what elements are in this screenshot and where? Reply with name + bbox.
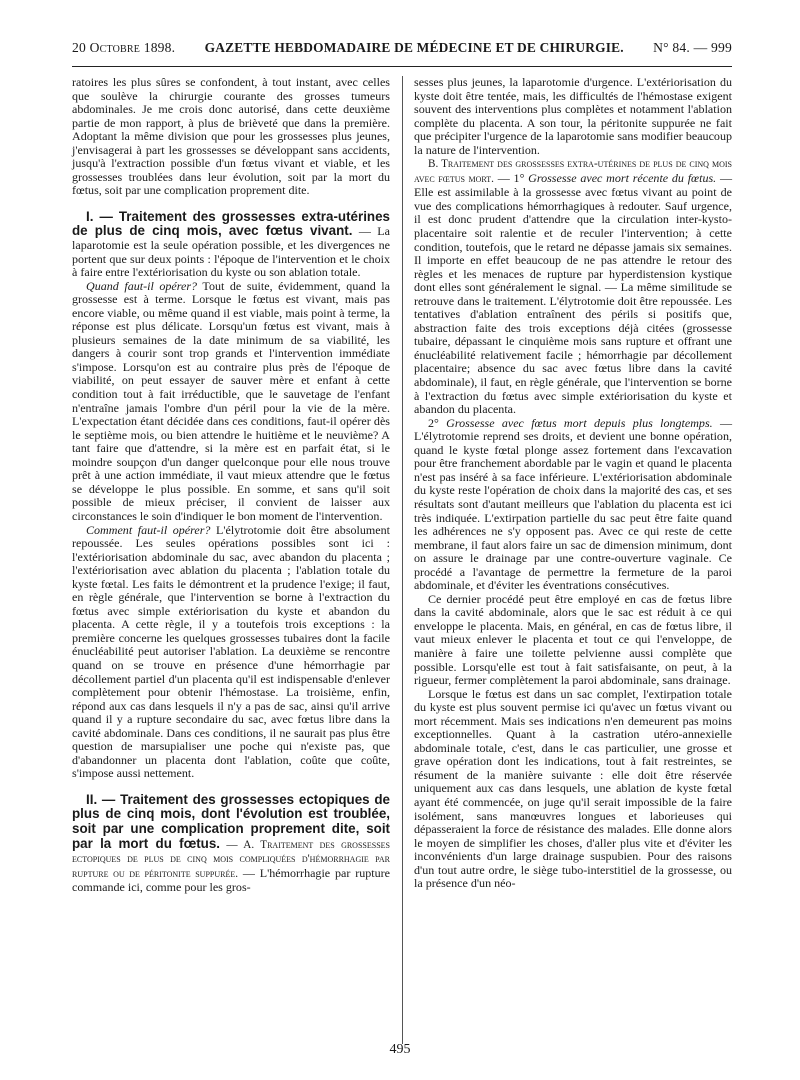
right-column (414, 76, 732, 891)
section-heading: II. — Traitement des grossesses ectopiques de plus de cinq mois, dont l'évolution est troublée, soit par une complication proprement dite, soit par la mort du fœtus. (72, 791, 390, 851)
paragraph: Comment faut-il opérer? L'élytrotomie doit être absolument repoussée. Les seules opérations possibles sont ici : l'extériorisation abdominale du sac, avec abandon du placenta ; l'extériorisation avec ablation du placenta ; l'ablation totale du kyste fœtal. Les faits le démontrent et la prudence l'exige; il faut, en règle générale, que l'intervention se borne à l'extraction du fœtus avec simple extériorisation du kyste et abandon du placenta. A cette règle, il y a toutefois trois exceptions : la première concerne les quelques grossesses tubaires dont la facile énucléabilité peut autoriser l'ablation. La deuxième se rencontre quand on se trouve en présence d'une hémorrhagie par décollement partiel d'un placenta qu'il est indispensable d'enlever complètement pour obtenir l'hémostase. La troisième, enfin, répond aux cas dans lesquels il n'y a pas de sac, ainsi qu'il arrive quand il y a rupture secondaire du sac, avec fœtus libre dans la cavité abdominale. Dans ces conditions, il ne saurait pas plus être question de marsupialiser une poche qui n'existe pas, que d'abandonner un placenta dont l'ablation, coûte que coûte, s'impose aussi nettement. (72, 522, 391, 781)
paragraph-text: — L'hémorrhagie par rupture commande ici, comme pour les gros- (72, 865, 390, 895)
header-date: 20 Octobre 1898. (72, 40, 176, 55)
subsection-b: B. Traitement des grossesses extra-utérines de plus de cinq mois avec fœtus mort. — 1° Grossesse avec mort récente du fœtus. — Elle est assimilable à la grossesse avec fœtus vivant au point de vue des complications hémorrhagiques à redouter. Sauf urgence, il est donc prudent d'attendre que la circulation inter-kysto-placentaire soit ralentie et de reculer l'intervention; à cette condition, toutefois, que le retard ne dépasse jamais six semaines. Il importe en effet beaucoup de ne pas attendre le retour des règles et les menaces de rupture par hyperdistension kystique dont elles sont généralement le signal. — La même similitude se retrouve dans le traitement. L'élytrotomie doit être repoussée. Les tentatives d'ablation entraînent des périls si positifs que, abstraction faite des trois exceptions déjà citées (grossesse tubaire, dépassant le cinquième mois sans rupture et offrant une énucléabilité relativement facile ; hémorrhagie par décollement placentaire; absence du sac avec fœtus libre dans la cavité abdominale), il faut, en règle générale, que l'intervention se borne à l'extraction du fœtus avec simple extériorisation du kyste et abandon du placenta. (414, 158, 732, 417)
case-title: Grossesse avec mort récente du fœtus. (528, 170, 717, 185)
paragraph-text: — La laparotomie est la seule opération possible, et les divergences ne portent que sur deux points : l'époque de l'intervention et le choix à faire entre l'extériorisation du kyste ou son ablation totale. (72, 224, 391, 280)
paragraph: ratoires les plus sûres se confondent, à tout instant, avec celles que soulève la chirurgie courante des grosses tumeurs abdominales. Je me crois donc autorisé, dans cette deuxième partie de mon rapport, à plus de brièveté que dans la première. Adoptant la même division que pour les grossesses plus jeunes, j'envisagerai à part les grossesses se développant sans accidents, jusqu'à l'extraction possible d'un fœtus vivant et viable, et les grossesses troublées dans leur évolution, soit par la mort du fœtus, soit par une complication proprement dite. (72, 75, 390, 198)
paragraph: Lorsque le fœtus est dans un sac complet, l'extirpation totale du kyste est plus souvent permise ici qu'avec un fœtus vivant ou mort récemment. Mais ses indications n'en demeurent pas moins exceptionnelles. Quant à la castration utéro-annexielle abdominale totale, c'est, dans le cas particulier, une grosse et grave opération dont les indications, tout à fait restreintes, se résument de la manière suivante : elle doit être réservée uniquement aux cas dans lesquels, une ablation de kyste fœtal ayant été commencée, on juge qu'il serait impossible de la faire isolément, sans manœuvres longues et laborieuses qui dépasseraient la force de résistance des malades. Elle donne alors le moyen de simplifier les choses, d'aller plus vite et d'éviter les inconvénients d'un large drainage suspubien. Pour des raisons d'un tout autre ordre, le siège tubo-interstitiel de la grossesse, ou la présence d'un néo- (414, 686, 732, 891)
question-heading: Quand faut-il opérer? (86, 278, 198, 293)
paragraph: Ce dernier procédé peut être employé en cas de fœtus libre dans la cavité abdominale, alors que le sac est réduit à ce qui enveloppe le placenta. Mais, en général, en cas de fœtus libre, il vaut mieux enlever le placenta et tout ce qui l'enveloppe, de manière à faire une toilette pelvienne aussi complète que possible. Lorsqu'elle est tout à fait satisfaisante, on peut, à la rigueur, fermer complètement la paroi abdominale, sans drainage. (414, 591, 732, 688)
subsection-heading: — A. Traitement des grossesses ectopiques de plus de cinq mois compliquées d'hémorrhagie par rupture ou de péritonite suppurée. (72, 838, 390, 880)
journal-title: GAZETTE HEBDOMADAIRE DE MÉDECINE ET DE CHIRURGIE. (204, 40, 624, 55)
case-title: Grossesse avec fœtus mort depuis plus longtemps. (446, 415, 713, 430)
folio-number: 495 (389, 1042, 411, 1057)
paragraph: Quand faut-il opérer? Tout de suite, évidemment, quand la grossesse est à terme. Lorsque le fœtus est vivant, mais pas encore viable, ou même quand il est viable, mais point à terme, la réponse est plus délicate. Lorsqu'un fœtus est vivant, mais à plusieurs semaines de la date minimum de sa viabilité, les dangers à courir sont trop grands et l'intervention immédiate s'impose. Lorsqu'on est au contraire plus près de l'époque de viabilité, on peut essayer de sauver mère et enfant à cette condition tout à fait irréductible, que le sauvetage de l'enfant n'entraîne jamais l'ombre d'un péril pour la vie de la mère. L'expectation étant décidée dans ces conditions, faut-il opérer dès le septième mois, ou bien attendre le huitième et le neuvième? A tant faire que d'attendre, si la mère est en parfait état, si le moindre soupçon d'un danger quelconque pour elle nous trouve prêt à une action immédiate, il vaut mieux attendre que le fœtus se développe le plus possible. En somme, et sans qu'il soit possible de mieux préciser, il convient de laisser aux circonstances le soin d'indiquer le bon moment de l'intervention. (72, 278, 390, 523)
subsection-heading: B. Traitement des grossesses extra-utérines de plus de cinq mois avec fœtus mort. (414, 158, 732, 185)
paragraph: sesses plus jeunes, la laparotomie d'urgence. L'extériorisation du kyste doit être tentée, mais, les difficultés de l'hémostase exigent souvent des interventions plus complètes et notamment l'ablation complète du placenta. A son tour, la péritonite suppurée ne fait que précipiter l'urgence de la laparotomie sans modifier beaucoup la nature de l'intervention. (414, 75, 732, 157)
issue-page-number: N° 84. — 999 (653, 40, 732, 55)
left-column (72, 76, 390, 895)
header-rule (72, 66, 732, 67)
section-1 (72, 210, 390, 280)
running-header (72, 40, 732, 62)
section-heading: I. — Traitement des grossesses extra-utérines de plus de cinq mois, avec fœtus vivant. (72, 208, 390, 239)
case-2: 2° Grossesse avec fœtus mort depuis plus longtemps. — L'élytrotomie reprend ses droits, et devient une bonne opération, quand le kyste fœtal plonge assez fortement dans l'excavation pour être franchement abordable par le vagin et quand le placenta n'est pas inséré à sa face inférieure. L'extériorisation abdominale du kyste reste l'opération de choix dans la majorité des cas, et ses résultats sont d'autant meilleurs que l'ablation du placenta est ici très indiquée. L'extirpation partielle du sac peut être faite quand les adhérences ne s'y opposent pas. Avec ce qui reste de cette membrane, il faut alors faire un sac de dimension minimum, dont on assure le drainage par une contre-ouverture vaginale. Ce procédé a l'avantage de permettre la fermeture de la paroi abdominale, et d'éviter les éventrations consécutives. (414, 415, 732, 593)
column-divider (402, 76, 403, 1044)
section-2 (72, 793, 390, 895)
question-heading: Comment faut-il opérer? (86, 522, 211, 537)
